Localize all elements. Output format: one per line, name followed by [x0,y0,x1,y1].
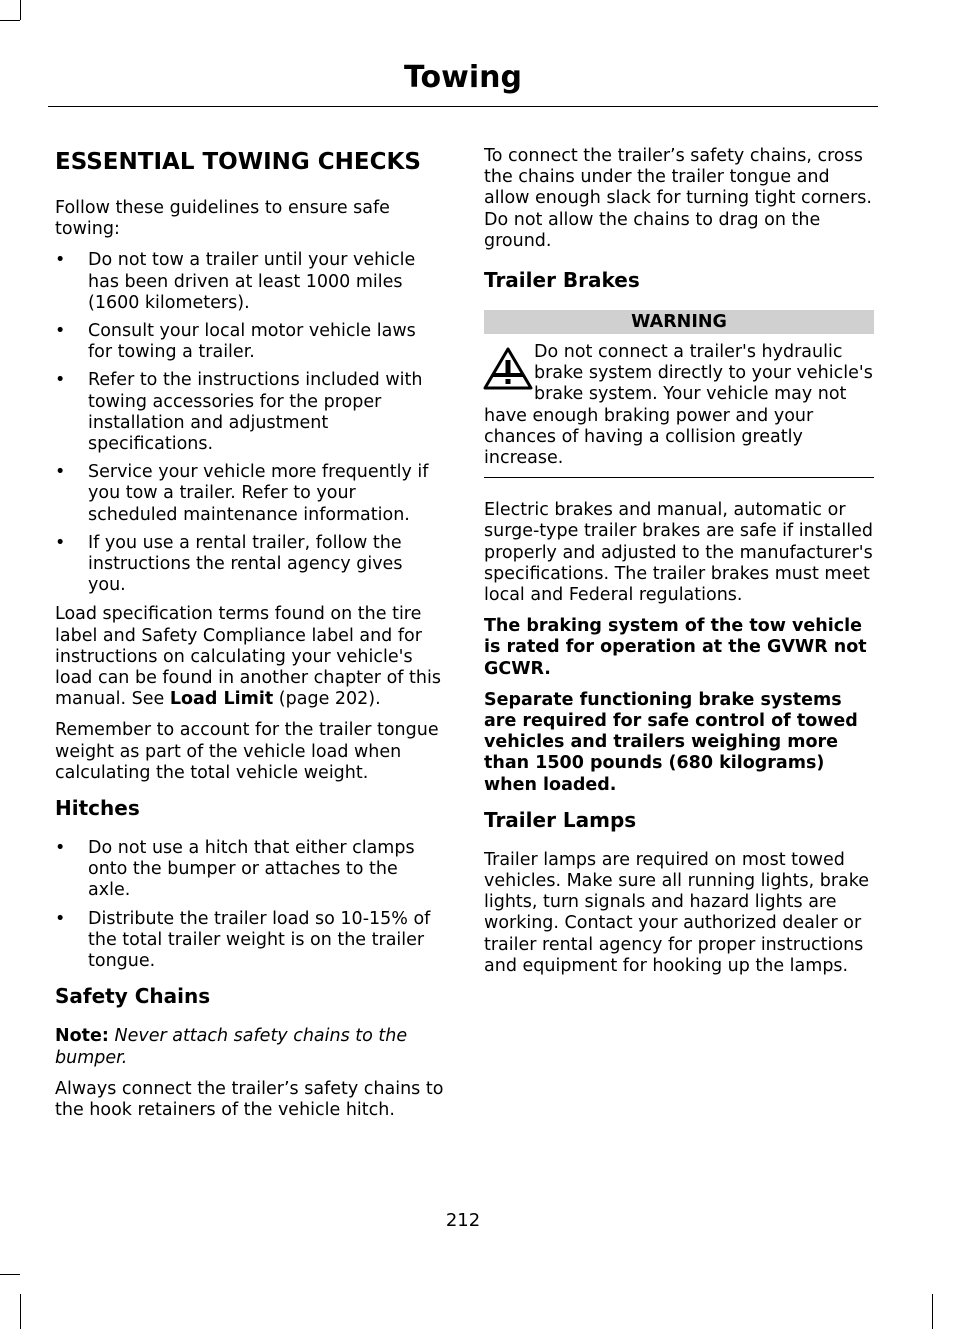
bullet-icon: • [55,462,66,483]
list-item: • Do not use a hitch that either clamps onto the bumper or attaches to the axle. [55,838,415,901]
tongue-weight-paragraph: Remember to account for the trailer tongue weight as part of the vehicle load when calculating the total vehicle weight. [55,720,439,783]
warning-triangle-icon [482,346,534,392]
chains-paragraph: Always connect the trailer’s safety chains to the hook retainers of the vehicle hitch. [55,1078,444,1120]
bullet-icon: • [55,532,66,553]
section-heading: ESSENTIAL TOWING CHECKS [55,149,421,175]
separate-brakes-paragraph: Separate functioning brake systems are required for safe control of towed vehicles and trailers weighing more than 1500 pounds (680 kilograms) when loaded. [484,689,858,795]
note-paragraph [55,1026,445,1068]
guidelines-list [55,250,445,596]
note-label: Note: [55,1026,109,1047]
hitches-list [55,838,445,972]
page-number: 212 [445,1210,481,1231]
trailer-lamps-paragraph: Trailer lamps are required on most towed vehicles. Make sure all running lights, brake lights, turn signals and hazard lights are working. Contact your authorized dealer or trailer rental agency for proper instructions and equipment for hooking up the lamps. [484,849,870,976]
trailer-lamps-heading: Trailer Lamps [484,807,637,832]
load-limit-link[interactable]: Load Limit [169,689,274,710]
list-item: • Service your vehicle more frequently if you tow a trailer. Refer to your scheduled maintenance information. [55,462,429,525]
bullet-icon: • [55,250,66,271]
gvwr-paragraph: The braking system of the tow vehicle is rated for operation at the GVWR not GCWR. [484,616,867,679]
page-title: Towing [404,60,522,95]
list-item: • Consult your local motor vehicle laws for towing a trailer. [55,321,416,363]
crop-mark [932,1294,933,1329]
bullet-icon: • [55,321,66,342]
load-spec-paragraph: Load specification terms found on the tire label and Safety Compliance label and for instructions on calculating your vehicle's load can be found in another chapter of this manual. See Load Limit (page 202). [55,604,441,710]
list-item: • If you use a rental trailer, follow the instructions the rental agency gives you. [55,532,403,596]
note-text: Never attach safety chains to the bumper. [55,1026,408,1068]
crop-mark [20,1294,21,1329]
intro-paragraph: Follow these guidelines to ensure safe towing: [55,198,390,240]
trailer-brakes-heading: Trailer Brakes [484,268,640,293]
warning-box [484,342,874,478]
bullet-icon: • [55,908,66,929]
electric-brakes-paragraph: Electric brakes and manual, automatic or surge-type trailer brakes are safe if installed properly and adjusted to the manufacturer's specifications. The trailer brakes must meet local and Federal regulations. [484,500,873,606]
hitches-heading: Hitches [55,796,140,821]
chains-continued-paragraph: To connect the trailer’s safety chains, cross the chains under the trailer tongue and allow enough slack for turning tight corners. Do not allow the chains to drag on the ground. [484,146,872,251]
warning-banner: WARNING [484,310,874,334]
header-divider [48,106,878,107]
safety-chains-heading: Safety Chains [55,984,211,1009]
left-column [55,146,445,1131]
crop-mark [0,1274,20,1275]
warning-text: Do not connect a trailer's hydraulic brake system directly to your vehicle's brake system. Your vehicle may not have enough braking power and your chances of having a collision greatly increase. [484,342,873,469]
list-item: • Refer to the instructions included with towing accessories for the proper installation and adjustment specifications. [55,370,423,455]
crop-mark [20,0,21,20]
bullet-icon: • [55,370,66,391]
bullet-icon: • [55,838,66,859]
right-column [484,146,874,987]
list-item: • Do not tow a trailer until your vehicle has been driven at least 1000 miles (1600 kilometers). [55,250,416,313]
list-item: • Distribute the trailer load so 10-15% of the total trailer weight is on the trailer tongue. [55,908,431,972]
crop-mark [0,20,20,21]
